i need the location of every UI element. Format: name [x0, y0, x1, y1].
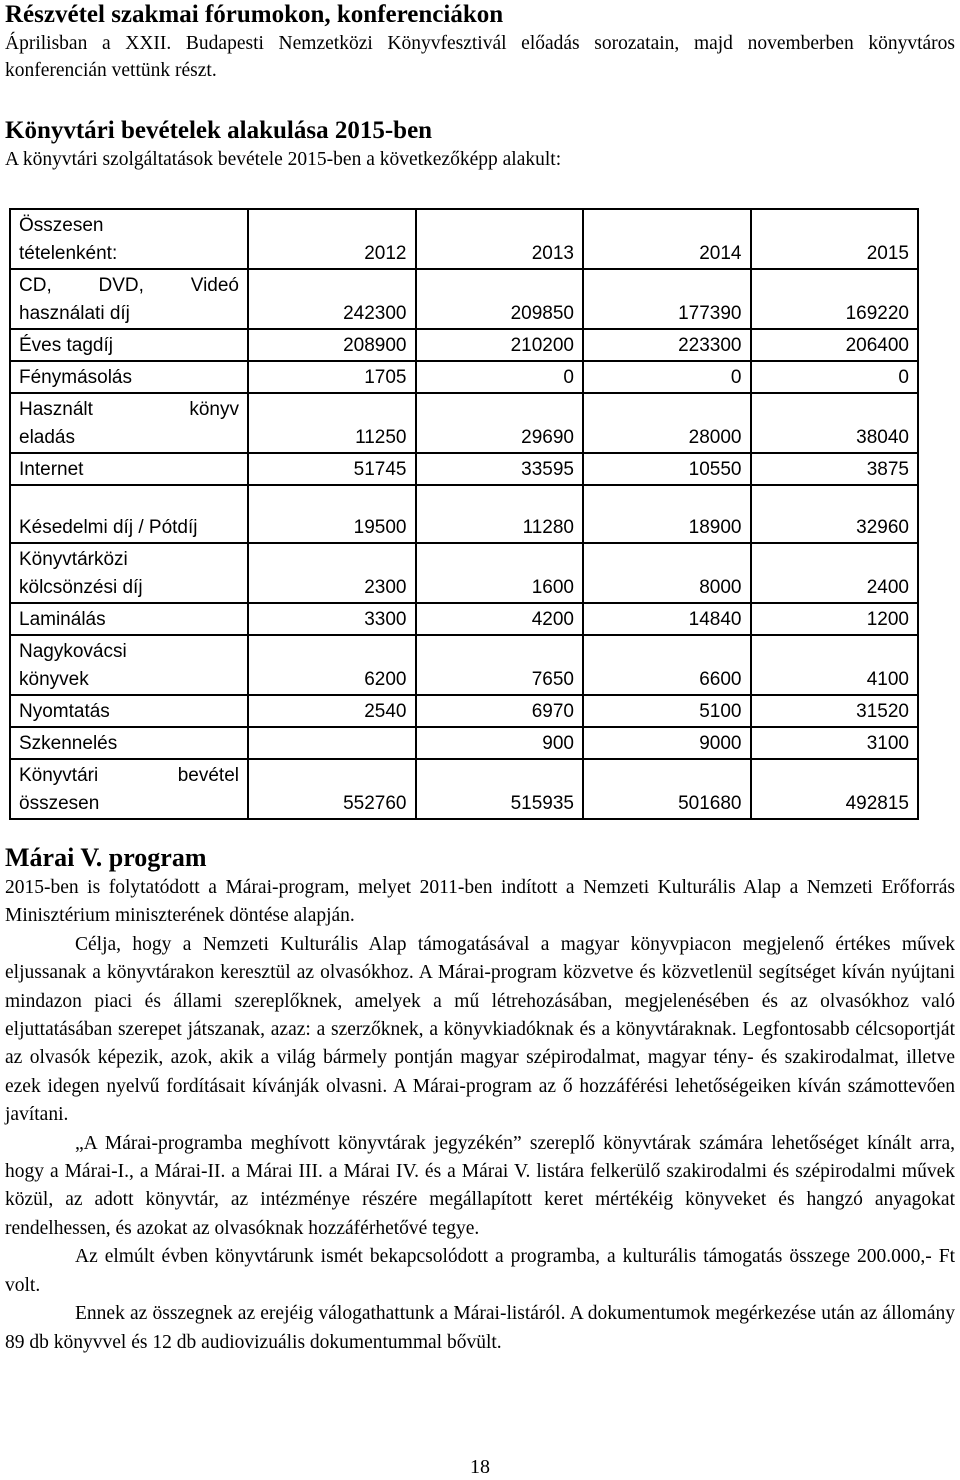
row-label-line: Nyomtatás: [19, 701, 110, 722]
row-label-line: könyvek: [19, 669, 89, 690]
table-cell: 51745: [248, 453, 416, 485]
row-label-line: Éves tagdíj: [19, 335, 113, 356]
table-cell: 33595: [416, 453, 584, 485]
row-label-line: Fénymásolás: [19, 367, 132, 388]
table-cell: 6200: [248, 635, 416, 695]
table-cell: 19500: [248, 485, 416, 543]
row-label: [10, 759, 248, 819]
table-row: [10, 695, 918, 727]
table-cell: 208900: [248, 329, 416, 361]
row-label: [10, 603, 248, 635]
paragraph: Ennek az összegnek az erejéig válogathattunk a Márai-listáról. A dokumentumok megérkezése után az állomány 89 db könyvvel és 12 db audiovizuális dokumentummal bővült.: [5, 1303, 955, 1353]
table-cell: 29690: [416, 393, 584, 453]
paragraph: 2015-ben is folytatódott a Márai-program, melyet 2011-ben indított a Nemzeti Kulturális Alap a Nemzeti Erőforrás Minisztérium miniszterének döntése alapján.: [5, 877, 955, 927]
table-header-row: [10, 209, 918, 269]
table-cell: 28000: [583, 393, 751, 453]
table-cell: 18900: [583, 485, 751, 543]
section-heading: Könyvtári bevételek alakulása 2015-ben: [5, 117, 433, 144]
table-cell: 32960: [751, 485, 919, 543]
label-word: Videó: [190, 275, 239, 296]
row-label: [10, 635, 248, 695]
table-row: [10, 543, 918, 603]
year-header: 2012: [248, 209, 416, 269]
row-label-line: Könyvtárközi: [19, 549, 128, 570]
row-label-line: [19, 762, 239, 790]
row-label-line: kölcsönzési díj: [19, 577, 143, 598]
table-cell: 552760: [248, 759, 416, 819]
table-row: [10, 361, 918, 393]
table-cell: 2400: [751, 543, 919, 603]
row-label-line: Internet: [19, 459, 84, 480]
table-cell: 210200: [416, 329, 584, 361]
table-cell: 223300: [583, 329, 751, 361]
row-label-line: Laminálás: [19, 609, 106, 630]
table-cell: 6970: [416, 695, 584, 727]
row-label: [10, 361, 248, 393]
table-cell: 0: [583, 361, 751, 393]
table-cell: 209850: [416, 269, 584, 329]
table-cell: 1600: [416, 543, 584, 603]
table-cell: 11280: [416, 485, 584, 543]
section-heading: Márai V. program: [5, 843, 207, 872]
table-cell: 5100: [583, 695, 751, 727]
table-cell: 900: [416, 727, 584, 759]
row-label: [10, 393, 248, 453]
table-cell: 4100: [751, 635, 919, 695]
table-cell: 169220: [751, 269, 919, 329]
table-cell: 2300: [248, 543, 416, 603]
table-cell: 4200: [416, 603, 584, 635]
row-label: [10, 209, 248, 269]
table-cell: 9000: [583, 727, 751, 759]
label-word: CD,: [19, 275, 52, 296]
paragraph: Az elmúlt évben könyvtárunk ismét bekapcsolódott a programba, a kulturális támogatás összege 200.000,- Ft volt.: [5, 1246, 955, 1296]
paragraph: „A Márai-programba meghívott könyvtárak jegyzékén” szereplő könyvtárak számára lehetőséget kínált arra, hogy a Márai-I., a Márai-II. a Márai III. a Márai IV. és a Márai V. listára felkerülő szakirodalmi és szépirodalmi művek közül, az adott könyvtár, az intézménye részére megállapított keret mértékéig könyveket és hangzó anyagokat rendelhessen, és azokat az olvasóknak hozzáférhetővé tegye.: [5, 1132, 955, 1239]
table-cell: 1200: [751, 603, 919, 635]
row-label-line: [19, 272, 239, 300]
table-cell: 7650: [416, 635, 584, 695]
table-cell: 501680: [583, 759, 751, 819]
table-row: [10, 759, 918, 819]
row-label-line: tételenként:: [19, 243, 118, 264]
section-paragraph: A könyvtári szolgáltatások bevétele 2015-ben a következőképp alakult:: [5, 149, 562, 170]
table-cell: 3100: [751, 727, 919, 759]
year-header: 2015: [751, 209, 919, 269]
table-cell: 10550: [583, 453, 751, 485]
table-cell: 206400: [751, 329, 919, 361]
table-cell: 38040: [751, 393, 919, 453]
label-word: Könyvtári: [19, 765, 99, 786]
year-header: 2013: [416, 209, 584, 269]
label-word: bevétel: [177, 765, 239, 786]
section-heading: Részvétel szakmai fórumokon, konferenciákon: [5, 1, 504, 28]
row-label: [10, 485, 248, 543]
row-label-line: eladás: [19, 427, 75, 448]
table-row: [10, 393, 918, 453]
label-word: DVD,: [98, 275, 144, 296]
table-cell: 3875: [751, 453, 919, 485]
row-label: [10, 695, 248, 727]
section-marai-program: [5, 842, 955, 1357]
row-label-line: használati díj: [19, 303, 130, 324]
row-label-line: Összesen: [19, 215, 104, 236]
table-row: [10, 485, 918, 543]
section-paragraph: Áprilisban a XXII. Budapesti Nemzetközi Könyvfesztivál előadás sorozatain, majd novemberben könyvtáros konferencián vettünk részt.: [5, 33, 955, 81]
table-cell: 14840: [583, 603, 751, 635]
table-cell: [248, 727, 416, 759]
table-cell: 515935: [416, 759, 584, 819]
table-row: [10, 329, 918, 361]
section-forums: [5, 0, 955, 84]
row-label: [10, 453, 248, 485]
row-label: [10, 329, 248, 361]
table-cell: 242300: [248, 269, 416, 329]
table-row: [10, 269, 918, 329]
table-cell: 0: [751, 361, 919, 393]
table-row: [10, 453, 918, 485]
table-cell: 2540: [248, 695, 416, 727]
table-row: [10, 727, 918, 759]
row-label: [10, 269, 248, 329]
table-cell: 492815: [751, 759, 919, 819]
row-label-line: Szkennelés: [19, 733, 118, 754]
table-cell: 11250: [248, 393, 416, 453]
table-cell: 31520: [751, 695, 919, 727]
row-label: [10, 543, 248, 603]
revenue-table: [9, 208, 919, 820]
row-label-line: [19, 396, 239, 424]
label-word: könyv: [189, 399, 239, 420]
section-revenue: [5, 116, 955, 173]
table-cell: 0: [416, 361, 584, 393]
table-cell: 3300: [248, 603, 416, 635]
row-label: [10, 727, 248, 759]
table-cell: 6600: [583, 635, 751, 695]
row-label-line: Késedelmi díj / Pótdíj: [19, 517, 198, 538]
year-header: 2014: [583, 209, 751, 269]
table-row: [10, 635, 918, 695]
table-cell: 177390: [583, 269, 751, 329]
table-cell: 8000: [583, 543, 751, 603]
paragraph: Célja, hogy a Nemzeti Kulturális Alap támogatásával a magyar könyvpiacon megjelenő értékes művek eljussanak a könyvtárakon keresztül az olvasókhoz. A Márai-program közvetve és közvetlenül segítséget kíván nyújtani mindazon piaci és állami szereplőknek, amelyek a mű létrehozásában, megjelenésében és az olvasókhoz való eljuttatásában szerepet játszanak, azaz: a szerzőknek, a könyvkiadóknak és a könyvtáraknak. Legfontosabb célcsoportját az olvasók képezik, azok, akik a világ bármely pontján magyar szépirodalmat, magyar tény- és szakirodalmat, illetve ezek idegen nyelvű fordításait kívánják olvasni. A Márai-program az ő hozzáférési lehetőségeiken kíván számottevően javítani.: [5, 933, 955, 1126]
page-number: 18: [470, 1456, 490, 1478]
table-row: [10, 603, 918, 635]
row-label-line: összesen: [19, 793, 100, 814]
label-word: Használt: [19, 399, 93, 420]
table-cell: 1705: [248, 361, 416, 393]
row-label-line: Nagykovácsi: [19, 641, 127, 662]
